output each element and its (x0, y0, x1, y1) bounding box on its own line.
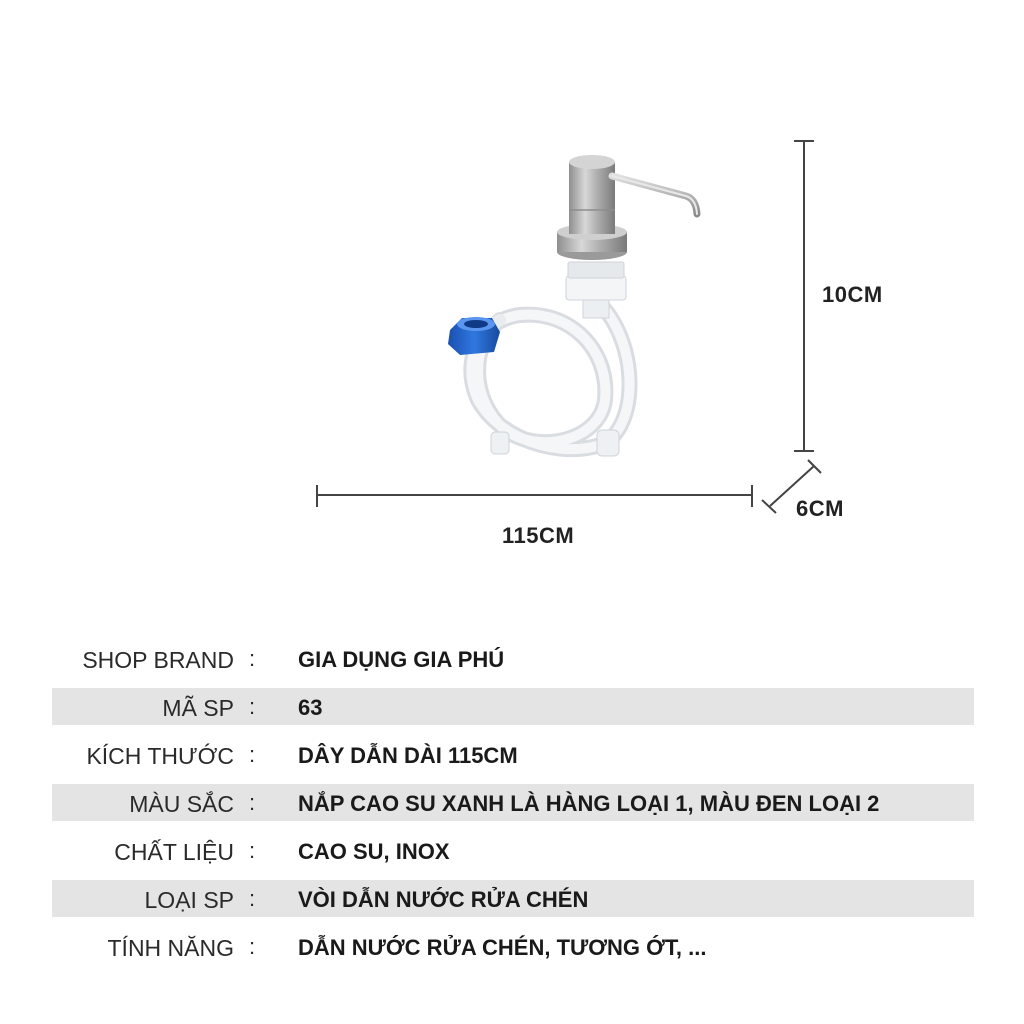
spec-row-feature (52, 928, 974, 965)
depth-dimension-label: 6CM (796, 496, 844, 521)
spec-label: TÍNH NĂNG (107, 935, 234, 961)
spec-value: GIA DỤNG GIA PHÚ (298, 647, 505, 672)
spec-label: CHẤT LIỆU (114, 839, 234, 865)
spec-label: MÀU SẮC (129, 791, 234, 817)
spec-colon: : (249, 742, 256, 767)
spec-row-size (52, 736, 974, 773)
spec-row-material (52, 832, 974, 869)
spec-row-color (52, 784, 974, 821)
spec-value: VÒI DẪN NƯỚC RỬA CHÉN (298, 887, 589, 912)
spec-colon: : (249, 646, 256, 671)
spec-colon: : (249, 886, 256, 911)
spec-row-code (52, 688, 974, 725)
spec-colon: : (249, 790, 256, 815)
spec-value: CAO SU, INOX (298, 839, 450, 864)
spec-label: MÃ SP (162, 695, 234, 721)
spec-table (52, 640, 974, 976)
spec-value: 63 (298, 695, 323, 720)
spec-colon: : (249, 934, 256, 959)
spec-row-type (52, 880, 974, 917)
spec-label: LOẠI SP (144, 887, 234, 913)
spec-colon: : (249, 694, 256, 719)
height-dimension-label: 10CM (822, 282, 883, 307)
spec-label: KÍCH THƯỚC (86, 743, 234, 769)
width-dimension-line (317, 485, 752, 507)
blue-cap (448, 317, 500, 355)
height-dimension-line (794, 141, 814, 451)
spec-colon: : (249, 838, 256, 863)
dispenser-image (448, 155, 697, 456)
spec-value: NẮP CAO SU XANH LÀ HÀNG LOẠI 1, MÀU ĐEN LOẠI 2 (298, 791, 880, 816)
width-dimension-label: 115CM (502, 523, 575, 548)
spec-label: SHOP BRAND (82, 647, 234, 673)
spec-row-brand (52, 640, 974, 677)
spec-value: DẪN NƯỚC RỬA CHÉN, TƯƠNG ỚT, ... (298, 935, 707, 960)
spec-value: DÂY DẪN DÀI 115CM (298, 743, 518, 768)
